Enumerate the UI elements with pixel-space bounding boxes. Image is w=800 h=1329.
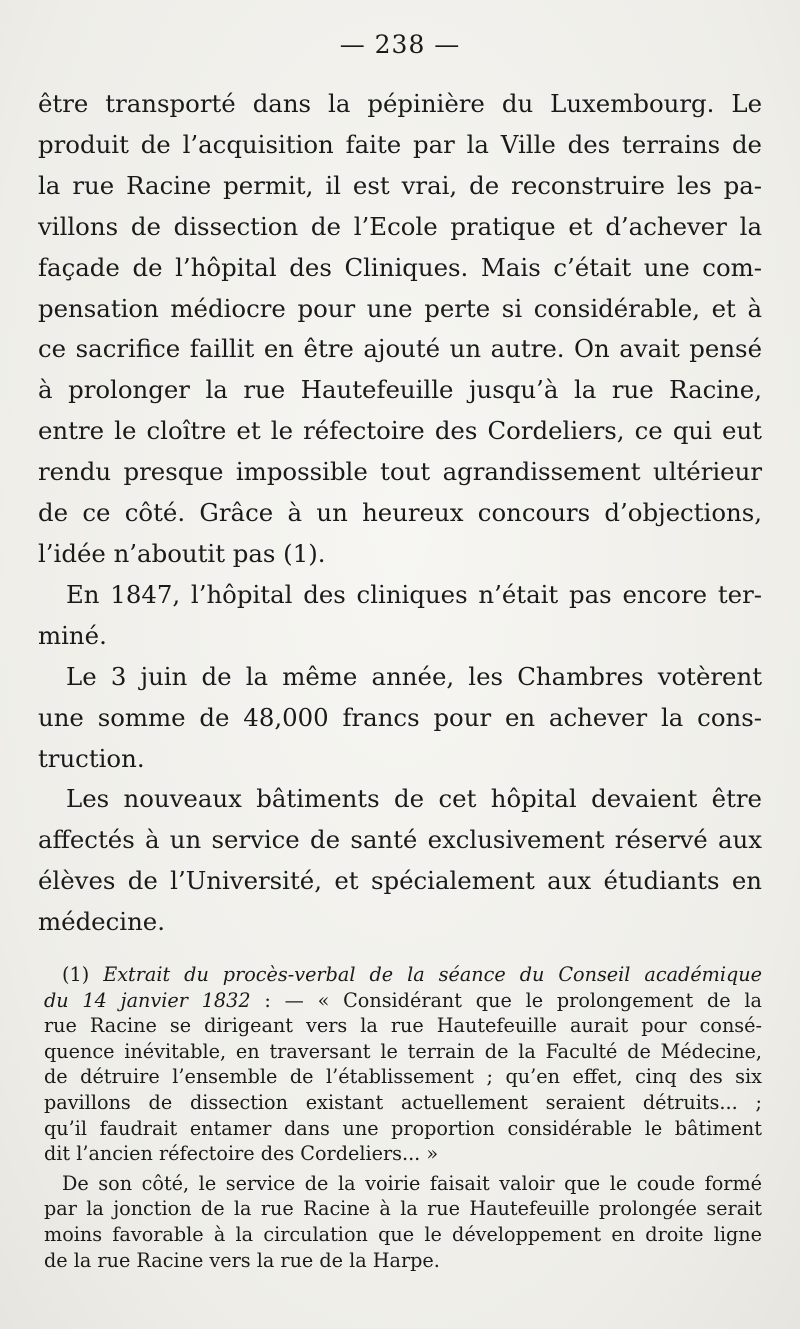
text-line: truction. bbox=[38, 743, 145, 773]
footnote-line: moins favorable à la circulation que le développement en droite ligne bbox=[44, 1222, 762, 1246]
text-line: produit de l’acquisition faite par la Ville des terrains de bbox=[38, 129, 762, 159]
footnote-line: qu’il faudrait entamer dans une proportion considérable le bâtiment bbox=[44, 1116, 762, 1140]
footnote-line: par la jonction de la rue Racine à la rue Hautefeuille prolongée serait bbox=[44, 1197, 762, 1221]
paragraph bbox=[38, 575, 762, 657]
footnote-quote-start: : — « Considérant que le prolongement de la bbox=[250, 988, 762, 1012]
text-line: En 1847, l’hôpital des cliniques n’était pas encore ter- bbox=[66, 579, 762, 609]
text-line: entre le cloître et le réfectoire des Cordeliers, ce qui eut bbox=[38, 416, 762, 446]
footnote bbox=[44, 962, 762, 1273]
paragraph bbox=[38, 657, 762, 780]
text-line: l’idée n’aboutit pas (1). bbox=[38, 538, 326, 568]
text-line: de ce côté. Grâce à un heureux concours d’objections, bbox=[38, 498, 762, 528]
text-line: façade de l’hôpital des Cliniques. Mais c’était une com- bbox=[38, 252, 762, 282]
footnote-line: De son côté, le service de la voirie faisait valoir que le coude formé bbox=[62, 1171, 762, 1195]
footnote-paragraph bbox=[44, 1171, 762, 1273]
paragraph bbox=[38, 84, 762, 575]
text-line: la rue Racine permit, il est vrai, de reconstruire les pa- bbox=[38, 170, 762, 200]
text-line: être transporté dans la pépinière du Luxembourg. Le bbox=[38, 89, 762, 118]
footnote-line: rue Racine se dirigeant vers la rue Hautefeuille aurait pour consé- bbox=[44, 1014, 762, 1038]
footnote-line bbox=[44, 988, 762, 1014]
text-line: Le 3 juin de la même année, les Chambres votèrent bbox=[66, 661, 762, 691]
footnote-source-title: Extrait du procès-verbal de la séance du Conseil académique bbox=[103, 963, 763, 986]
text-line: ce sacrifice faillit en être ajouté un autre. On avait pensé bbox=[38, 334, 762, 364]
footnote-marker: (1) bbox=[62, 963, 90, 986]
body-text bbox=[38, 84, 762, 943]
footnote-line: pavillons de dissection existant actuellement seraient détruits... ; bbox=[44, 1090, 762, 1114]
footnote-line: de la rue Racine vers la rue de la Harpe. bbox=[44, 1248, 440, 1272]
footnote-line: dit l’ancien réfectoire des Cordeliers... » bbox=[44, 1142, 439, 1166]
text-line: rendu presque impossible tout agrandissement ultérieur bbox=[38, 457, 762, 487]
text-line: une somme de 48,000 francs pour en achever la cons- bbox=[38, 702, 762, 732]
paragraph bbox=[38, 779, 762, 943]
text-line: médecine. bbox=[38, 907, 165, 937]
text-line: pensation médiocre pour une perte si considérable, et à bbox=[38, 293, 762, 323]
page-number: — 238 — bbox=[339, 30, 461, 59]
text-line: villons de dissection de l’Ecole pratique et d’achever la bbox=[38, 211, 762, 241]
text-line: Les nouveaux bâtiments de cet hôpital devaient être bbox=[66, 784, 762, 814]
footnote-line: de détruire l’ensemble de l’établissement ; qu’en effet, cinq des six bbox=[44, 1065, 762, 1089]
text-line: à prolonger la rue Hautefeuille jusqu’à la rue Racine, bbox=[38, 375, 762, 405]
text-line: élèves de l’Université, et spécialement aux étudiants en bbox=[38, 866, 762, 896]
footnote-line bbox=[44, 962, 762, 988]
footnote-line: quence inévitable, en traversant le terrain de la Faculté de Médecine, bbox=[44, 1039, 762, 1063]
footnote-source-date: du 14 janvier 1832 bbox=[44, 988, 251, 1012]
text-line: miné. bbox=[38, 620, 107, 650]
text-line: affectés à un service de santé exclusivement réservé aux bbox=[38, 825, 762, 855]
